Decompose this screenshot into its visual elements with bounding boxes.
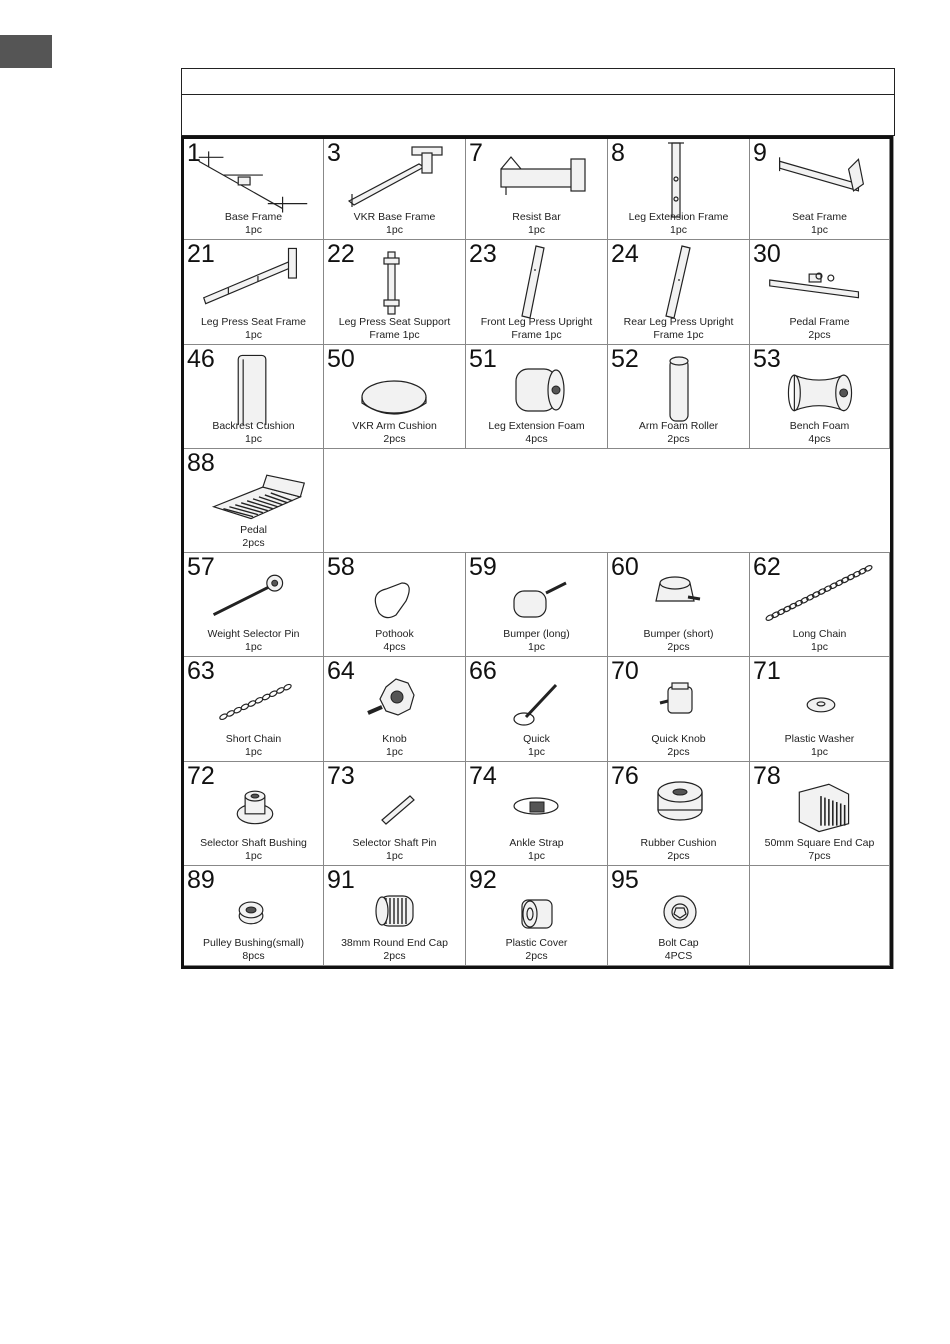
part-caption — [750, 837, 889, 863]
part-number: 51 — [469, 345, 497, 373]
part-quantity: 1pc — [245, 329, 262, 341]
part-cell-3 — [324, 139, 466, 240]
part-caption — [324, 733, 465, 759]
part-cell-70 — [608, 657, 750, 762]
part-name: 38mm Round End Cap — [341, 937, 448, 949]
part-number: 72 — [187, 762, 215, 790]
part-name: Bumper (short) — [643, 628, 714, 640]
part-caption — [608, 316, 749, 342]
part-caption — [608, 628, 749, 654]
part-quantity: 1pc — [245, 850, 262, 862]
part-cell-91 — [324, 866, 466, 966]
part-cell-71 — [750, 657, 890, 762]
part-cell-7 — [466, 139, 608, 240]
part-cell-22 — [324, 240, 466, 345]
resist-bar-icon — [466, 139, 608, 219]
part-number: 52 — [611, 345, 639, 373]
part-caption — [324, 937, 465, 963]
part-name: Plastic Washer — [784, 733, 855, 745]
part-number: 88 — [187, 449, 215, 477]
part-quantity: 2pcs — [667, 433, 690, 445]
part-quantity: 1pc — [528, 641, 545, 653]
part-cell-1 — [184, 139, 324, 240]
part-quantity: 4pcs — [383, 641, 406, 653]
part-name: Seat Frame — [792, 211, 847, 223]
part-name: Selector Shaft Pin — [352, 837, 437, 849]
part-number: 9 — [753, 139, 767, 167]
part-name: Pothook — [375, 628, 414, 640]
part-quantity: 2pcs — [242, 537, 265, 549]
part-cell-21 — [184, 240, 324, 345]
part-number: 23 — [469, 240, 497, 268]
part-caption — [750, 316, 889, 342]
part-number: 89 — [187, 866, 215, 894]
part-name: Backrest Cushion — [212, 420, 295, 432]
part-caption — [184, 420, 323, 446]
part-caption — [608, 211, 749, 237]
part-quantity: 1pc — [386, 850, 403, 862]
vkr-base-frame-icon — [324, 139, 466, 219]
part-name: 50mm Square End Cap — [764, 837, 875, 849]
part-caption — [324, 316, 465, 342]
part-quantity: 8pcs — [242, 950, 265, 962]
part-number: 76 — [611, 762, 639, 790]
part-caption — [608, 837, 749, 863]
part-number: 62 — [753, 553, 781, 581]
part-cell-46 — [184, 345, 324, 449]
part-cell-52 — [608, 345, 750, 449]
part-quantity: 1pc — [245, 641, 262, 653]
part-caption — [466, 733, 607, 759]
part-number: 3 — [327, 139, 341, 167]
part-number: 59 — [469, 553, 497, 581]
part-quantity: Frame 1pc — [369, 329, 420, 341]
part-quantity: 1pc — [811, 746, 828, 758]
part-name: VKR Arm Cushion — [352, 420, 437, 432]
part-name: Pedal Frame — [789, 316, 850, 328]
part-name: Leg Extension Frame — [628, 211, 729, 223]
part-cell-95 — [608, 866, 750, 966]
part-quantity: 4PCS — [664, 950, 693, 962]
part-cell-64 — [324, 657, 466, 762]
part-number: 21 — [187, 240, 215, 268]
part-caption — [750, 628, 889, 654]
part-quantity: 2pcs — [383, 950, 406, 962]
part-cell-72 — [184, 762, 324, 866]
part-caption — [608, 733, 749, 759]
part-name: Rubber Cushion — [640, 837, 717, 849]
part-number: 30 — [753, 240, 781, 268]
part-cell-51 — [466, 345, 608, 449]
part-quantity: 2pcs — [667, 746, 690, 758]
part-name: Leg Press Seat Support — [338, 316, 451, 328]
part-number: 53 — [753, 345, 781, 373]
part-quantity: 2pcs — [667, 641, 690, 653]
part-caption — [184, 628, 323, 654]
part-quantity: Frame 1pc — [511, 329, 562, 341]
part-caption — [184, 211, 323, 237]
part-quantity: 1pc — [245, 433, 262, 445]
part-caption — [324, 628, 465, 654]
part-caption — [184, 837, 323, 863]
part-cell-58 — [324, 553, 466, 657]
part-name: Bolt Cap — [658, 937, 699, 949]
part-name: Long Chain — [792, 628, 847, 640]
part-cell-50 — [324, 345, 466, 449]
part-quantity: 2pcs — [383, 433, 406, 445]
part-number: 78 — [753, 762, 781, 790]
part-number: 95 — [611, 866, 639, 894]
part-cell-78 — [750, 762, 890, 866]
part-name: Pulley Bushing(small) — [203, 937, 304, 949]
seat-frame-icon — [750, 139, 890, 219]
part-number: 24 — [611, 240, 639, 268]
part-name: Bumper (long) — [503, 628, 570, 640]
part-cell-92 — [466, 866, 608, 966]
part-number: 92 — [469, 866, 497, 894]
part-cell-88 — [184, 449, 324, 553]
part-caption — [608, 420, 749, 446]
part-number: 64 — [327, 657, 355, 685]
part-caption — [184, 524, 323, 550]
part-name: Plastic Cover — [505, 937, 568, 949]
part-quantity: 1pc — [811, 641, 828, 653]
part-number: 71 — [753, 657, 781, 685]
part-number: 50 — [327, 345, 355, 373]
part-number: 57 — [187, 553, 215, 581]
part-caption — [466, 628, 607, 654]
part-name: Weight Selector Pin — [207, 628, 300, 640]
part-name: Resist Bar — [512, 211, 561, 223]
part-name: Front Leg Press Upright — [480, 316, 593, 328]
part-number: 91 — [327, 866, 355, 894]
part-number: 8 — [611, 139, 625, 167]
part-name: Pedal — [240, 524, 267, 536]
part-name: VKR Base Frame — [353, 211, 436, 223]
part-number: 1 — [187, 139, 201, 167]
part-quantity: 2pcs — [525, 950, 548, 962]
parts-grid — [181, 136, 893, 969]
part-name: Arm Foam Roller — [638, 420, 719, 432]
part-name: Bench Foam — [789, 420, 850, 432]
part-cell-60 — [608, 553, 750, 657]
part-quantity: 1pc — [245, 746, 262, 758]
empty-cell — [750, 866, 890, 966]
part-name: Knob — [382, 733, 407, 745]
part-quantity: 1pc — [528, 224, 545, 236]
part-caption — [184, 733, 323, 759]
part-quantity: 1pc — [528, 850, 545, 862]
part-cell-76 — [608, 762, 750, 866]
part-cell-57 — [184, 553, 324, 657]
part-cell-59 — [466, 553, 608, 657]
part-caption — [466, 316, 607, 342]
base-frame-icon — [184, 139, 324, 219]
part-number: 66 — [469, 657, 497, 685]
part-cell-53 — [750, 345, 890, 449]
part-cell-8 — [608, 139, 750, 240]
part-cell-63 — [184, 657, 324, 762]
part-number: 58 — [327, 553, 355, 581]
part-caption — [184, 316, 323, 342]
blank-area — [324, 449, 890, 553]
header-divider — [182, 94, 894, 95]
part-cell-24 — [608, 240, 750, 345]
page-corner-tab — [0, 35, 52, 68]
part-quantity: 1pc — [528, 746, 545, 758]
part-quantity: 1pc — [670, 224, 687, 236]
part-cell-89 — [184, 866, 324, 966]
part-caption — [324, 420, 465, 446]
part-number: 7 — [469, 139, 483, 167]
part-cell-73 — [324, 762, 466, 866]
part-quantity: 1pc — [245, 224, 262, 236]
part-number: 46 — [187, 345, 215, 373]
part-quantity: Frame 1pc — [653, 329, 704, 341]
part-caption — [184, 937, 323, 963]
part-caption — [466, 937, 607, 963]
part-caption — [324, 837, 465, 863]
part-number: 22 — [327, 240, 355, 268]
part-name: Short Chain — [225, 733, 282, 745]
part-caption — [324, 211, 465, 237]
part-cell-30 — [750, 240, 890, 345]
part-quantity: 7pcs — [808, 850, 831, 862]
part-cell-23 — [466, 240, 608, 345]
part-name: Leg Extension Foam — [488, 420, 585, 432]
part-number: 73 — [327, 762, 355, 790]
part-number: 60 — [611, 553, 639, 581]
part-quantity: 4pcs — [808, 433, 831, 445]
part-cell-74 — [466, 762, 608, 866]
part-cell-62 — [750, 553, 890, 657]
part-caption — [750, 211, 889, 237]
grid-edge-line — [893, 136, 894, 969]
part-caption — [466, 420, 607, 446]
part-quantity: 1pc — [811, 224, 828, 236]
part-name: Rear Leg Press Upright — [623, 316, 734, 328]
part-caption — [750, 733, 889, 759]
part-quantity: 1pc — [386, 224, 403, 236]
parts-list-header — [181, 68, 895, 136]
part-name: Quick — [523, 733, 550, 745]
part-caption — [466, 837, 607, 863]
part-number: 70 — [611, 657, 639, 685]
part-number: 63 — [187, 657, 215, 685]
part-caption — [750, 420, 889, 446]
part-name: Base Frame — [224, 211, 283, 223]
leg-extension-frame-icon — [608, 139, 750, 219]
part-quantity: 1pc — [386, 746, 403, 758]
part-quantity: 4pcs — [525, 433, 548, 445]
part-quantity: 2pcs — [808, 329, 831, 341]
part-quantity: 2pcs — [667, 850, 690, 862]
part-name: Ankle Strap — [509, 837, 564, 849]
part-caption — [466, 211, 607, 237]
part-name: Quick Knob — [651, 733, 706, 745]
part-cell-9 — [750, 139, 890, 240]
part-name: Leg Press Seat Frame — [200, 316, 307, 328]
part-cell-66 — [466, 657, 608, 762]
part-number: 74 — [469, 762, 497, 790]
part-name: Selector Shaft Bushing — [200, 837, 307, 849]
part-caption — [608, 937, 749, 963]
